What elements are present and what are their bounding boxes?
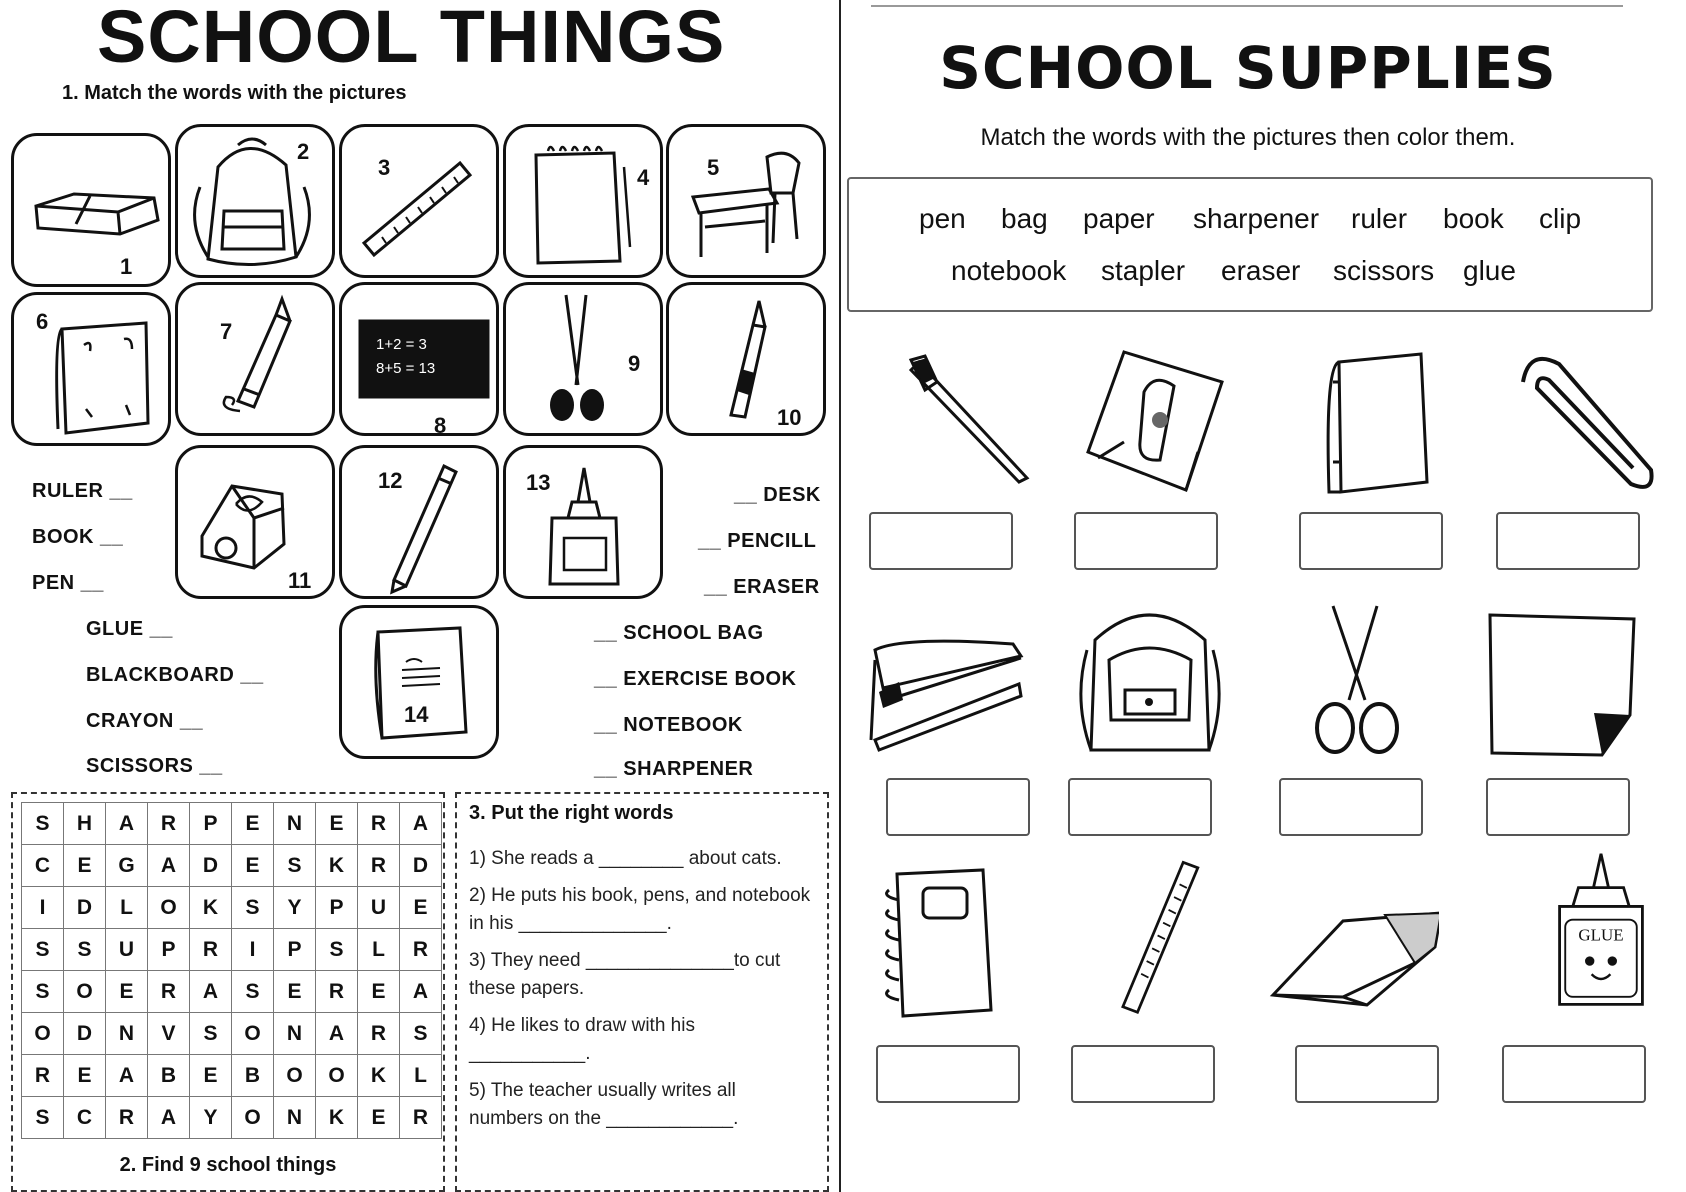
word-search-cell[interactable]: S (64, 929, 106, 971)
word-search-cell[interactable]: E (358, 971, 400, 1013)
word-search-cell[interactable]: E (190, 1055, 232, 1097)
card-number: 2 (297, 139, 310, 164)
instruction-match: 1. Match the words with the pictures (62, 82, 407, 104)
picture-card-13 (503, 445, 663, 599)
match-word-pen: PEN __ (32, 572, 104, 594)
word-search-cell[interactable]: K (316, 1097, 358, 1139)
word-search-cell[interactable]: E (232, 803, 274, 845)
word-search-cell[interactable]: Y (190, 1097, 232, 1139)
right-worksheet (843, 0, 1686, 1192)
card-number: 4 (637, 165, 650, 190)
word-search-row (22, 1013, 442, 1055)
answer-box-10[interactable] (1071, 1045, 1215, 1103)
word-search-cell[interactable]: E (274, 971, 316, 1013)
word-search-row (22, 887, 442, 929)
word-search-cell[interactable]: G (106, 845, 148, 887)
word-bank-item: scissors (1333, 255, 1435, 286)
word-search-cell[interactable]: S (22, 1097, 64, 1139)
word-search-cell[interactable]: R (358, 803, 400, 845)
card-number: 8 (434, 413, 447, 438)
word-search-cell[interactable]: O (316, 1055, 358, 1097)
word-search-cell[interactable]: V (148, 1013, 190, 1055)
fill-in-title: 3. Put the right words (469, 802, 674, 824)
word-search-cell[interactable]: P (148, 929, 190, 971)
glue-bottle-icon (1516, 850, 1686, 1010)
word-search-cell[interactable]: O (22, 1013, 64, 1055)
word-search-cell[interactable]: A (106, 1055, 148, 1097)
sticky-paper-icon (1484, 605, 1654, 765)
word-search-cell[interactable]: P (190, 803, 232, 845)
word-search-caption: 2. Find 9 school things (119, 1154, 337, 1176)
card-number: 3 (378, 155, 391, 180)
match-word-glue: GLUE __ (86, 618, 173, 640)
word-search-cell[interactable]: S (316, 929, 358, 971)
word-search-cell[interactable]: A (400, 803, 442, 845)
card-number: 9 (628, 351, 641, 376)
word-search-cell[interactable]: D (64, 887, 106, 929)
word-search-cell[interactable]: R (148, 971, 190, 1013)
answer-box-12[interactable] (1502, 1045, 1646, 1103)
card-number: 10 (777, 405, 802, 430)
match-word-blackboard: BLACKBOARD __ (86, 664, 264, 686)
picture-card-14 (339, 605, 499, 759)
word-search-cell[interactable]: C (64, 1097, 106, 1139)
word-search-row (22, 929, 442, 971)
word-search-cell[interactable]: E (400, 887, 442, 929)
ruler-icon (342, 127, 496, 275)
word-search-cell[interactable]: A (148, 845, 190, 887)
answer-box-9[interactable] (876, 1045, 1020, 1103)
word-search-cell[interactable]: H (64, 803, 106, 845)
word-search-cell[interactable]: S (22, 971, 64, 1013)
word-search-cell[interactable]: Y (274, 887, 316, 929)
sentence-5: 5) The teacher usually writes all numbers on the ____________. (469, 1080, 739, 1129)
left-worksheet (0, 0, 841, 1192)
answer-box-7[interactable] (1279, 778, 1423, 836)
word-search-cell[interactable]: O (274, 1055, 316, 1097)
word-search-cell[interactable]: I (232, 929, 274, 971)
backpack-icon (1065, 600, 1235, 760)
word-search-cell[interactable]: R (106, 1097, 148, 1139)
word-search-cell[interactable]: C (22, 845, 64, 887)
word-search-cell[interactable]: L (400, 1055, 442, 1097)
word-search-cell[interactable]: N (106, 1013, 148, 1055)
exercise-book-icon (342, 608, 496, 756)
word-search-cell[interactable]: E (64, 1055, 106, 1097)
word-bank-item: notebook (951, 255, 1067, 286)
word-bank-item: eraser (1221, 255, 1301, 286)
sentence-4: 4) He likes to draw with his ___________. (469, 1015, 695, 1064)
word-search-row (22, 1097, 442, 1139)
word-search-cell[interactable]: E (64, 845, 106, 887)
answer-box-4[interactable] (1496, 512, 1640, 570)
word-search-cell[interactable]: R (22, 1055, 64, 1097)
match-word-crayon: CRAYON __ (86, 710, 204, 732)
word-search-cell[interactable]: A (106, 803, 148, 845)
word-search-cell[interactable]: L (358, 929, 400, 971)
word-search-cell[interactable]: I (22, 887, 64, 929)
word-search-cell[interactable]: R (148, 803, 190, 845)
word-search-cell[interactable]: B (232, 1055, 274, 1097)
picture-card-5 (666, 124, 826, 278)
match-word-eraser: __ ERASER (704, 576, 820, 598)
word-search-row (22, 1055, 442, 1097)
picture-card-7 (175, 282, 335, 436)
match-word-ruler: RULER __ (32, 480, 133, 502)
picture-card-6 (11, 292, 171, 446)
word-search-cell[interactable]: R (400, 929, 442, 971)
word-search-cell[interactable]: S (232, 971, 274, 1013)
word-search-cell[interactable]: R (358, 845, 400, 887)
word-search-cell[interactable]: S (22, 803, 64, 845)
match-word-exercise-book: __ EXERCISE BOOK (594, 668, 797, 690)
picture-card-1 (11, 133, 171, 287)
blackboard-line-2: 8+5 = 13 (376, 360, 436, 377)
word-search-cell[interactable]: S (190, 1013, 232, 1055)
answer-box-11[interactable] (1295, 1045, 1439, 1103)
word-bank-item: pen (919, 203, 966, 234)
word-search-cell[interactable]: A (190, 971, 232, 1013)
card-number: 7 (220, 319, 233, 344)
word-bank-item: paper (1083, 203, 1155, 234)
match-word-book: BOOK __ (32, 526, 124, 548)
desk-icon (669, 127, 823, 275)
word-search-cell[interactable]: D (64, 1013, 106, 1055)
eraser-icon (14, 136, 168, 284)
fill-in-section (455, 792, 829, 1192)
word-search-cell[interactable]: O (64, 971, 106, 1013)
word-search-cell[interactable]: S (232, 887, 274, 929)
word-search-cell[interactable]: E (316, 803, 358, 845)
stapler-icon (863, 600, 1033, 760)
answer-box-6[interactable] (1068, 778, 1212, 836)
word-search-cell[interactable]: S (274, 845, 316, 887)
answer-box-3[interactable] (1299, 512, 1443, 570)
picture-card-12 (339, 445, 499, 599)
word-search-cell[interactable]: D (190, 845, 232, 887)
sentence-2: 2) He puts his book, pens, and notebook in his ______________. (469, 885, 811, 934)
word-bank-item: book (1443, 203, 1504, 234)
instruction-supplies: Match the words with the pictures then color them. (980, 124, 1516, 151)
word-search-cell[interactable]: R (316, 971, 358, 1013)
book-icon (1299, 342, 1469, 502)
word-search-cell[interactable]: L (106, 887, 148, 929)
match-word-scissors: SCISSORS __ (86, 755, 223, 777)
match-word-sharpener: __ SHARPENER (594, 758, 754, 780)
word-search-cell[interactable]: P (274, 929, 316, 971)
answer-box-2[interactable] (1074, 512, 1218, 570)
word-search-cell[interactable]: E (106, 971, 148, 1013)
word-search-cell[interactable]: N (274, 1097, 316, 1139)
picture-card-8 (339, 282, 499, 436)
word-search-row (22, 845, 442, 887)
notebook-icon (506, 127, 660, 275)
word-bank-item: stapler (1101, 255, 1186, 286)
word-search-cell[interactable]: U (358, 887, 400, 929)
word-search-cell[interactable]: A (400, 971, 442, 1013)
word-search-cell[interactable]: N (274, 803, 316, 845)
word-search-cell[interactable]: R (400, 1097, 442, 1139)
word-search-cell[interactable]: O (232, 1097, 274, 1139)
card-number: 1 (120, 254, 133, 279)
card-number: 5 (707, 155, 720, 180)
picture-card-9 (503, 282, 663, 436)
word-search-cell[interactable]: S (400, 1013, 442, 1055)
paper-clip-icon (1493, 342, 1663, 502)
word-search-section (11, 792, 445, 1192)
match-word-notebook: __ NOTEBOOK (594, 714, 743, 736)
blackboard-line-1: 1+2 = 3 (376, 336, 427, 353)
word-search-cell[interactable]: S (22, 929, 64, 971)
pen-icon (877, 342, 1047, 502)
word-search-cell[interactable]: A (316, 1013, 358, 1055)
page-title: SCHOOL THINGS (97, 0, 726, 78)
pencil-icon (342, 448, 496, 596)
page-title-supplies: SCHOOL SUPPLIES (939, 34, 1557, 102)
word-search-cell[interactable]: N (274, 1013, 316, 1055)
match-word-desk: __ DESK (734, 484, 821, 506)
word-search-cell[interactable]: D (400, 845, 442, 887)
word-search-cell[interactable]: R (190, 929, 232, 971)
card-number: 12 (378, 468, 403, 493)
picture-card-10 (666, 282, 826, 436)
eraser-icon (1269, 885, 1439, 1045)
word-search-cell[interactable]: K (358, 1055, 400, 1097)
word-search-cell[interactable]: E (358, 1097, 400, 1139)
word-bank-item: clip (1539, 203, 1582, 234)
word-search-cell[interactable]: E (232, 845, 274, 887)
word-bank-item: bag (1001, 203, 1048, 234)
answer-box-1[interactable] (869, 512, 1013, 570)
scissors-icon (1273, 600, 1443, 760)
glue-label: GLUE (1578, 925, 1624, 945)
sentence-1: 1) She reads a ________ about cats. (469, 848, 782, 869)
word-search-cell[interactable]: K (316, 845, 358, 887)
notebook-icon (873, 860, 1043, 1020)
picture-card-4 (503, 124, 663, 278)
sharpener-icon (1074, 342, 1244, 502)
word-search-cell[interactable]: B (148, 1055, 190, 1097)
card-number: 13 (526, 470, 551, 495)
answer-box-5[interactable] (886, 778, 1030, 836)
word-search-cell[interactable]: O (148, 887, 190, 929)
crayon-icon (178, 285, 332, 433)
picture-card-3 (339, 124, 499, 278)
word-search-row (22, 803, 442, 845)
picture-card-2 (175, 124, 335, 278)
answer-box-8[interactable] (1486, 778, 1630, 836)
word-search-cell[interactable]: K (190, 887, 232, 929)
sentence-3: 3) They need ______________to cut these papers. (469, 950, 781, 999)
card-number: 6 (36, 309, 49, 334)
match-word-school-bag: __ SCHOOL BAG (594, 622, 764, 644)
word-search-cell[interactable]: P (316, 887, 358, 929)
match-word-pencill: __ PENCILL (698, 530, 817, 552)
word-search-cell[interactable]: R (358, 1013, 400, 1055)
word-search-cell[interactable]: U (106, 929, 148, 971)
word-bank-item: ruler (1351, 203, 1408, 234)
blackboard-icon (342, 285, 496, 433)
picture-card-11 (175, 445, 335, 599)
word-bank-item: sharpener (1193, 203, 1320, 234)
word-search-grid (21, 802, 442, 1139)
ruler-icon (1079, 855, 1249, 1015)
word-bank-item: glue (1463, 255, 1516, 286)
word-search-cell[interactable]: O (232, 1013, 274, 1055)
word-search-cell[interactable]: A (148, 1097, 190, 1139)
top-divider (871, 5, 1623, 7)
word-search-row (22, 971, 442, 1013)
word-bank (847, 177, 1653, 312)
card-number: 11 (288, 568, 312, 593)
card-number: 14 (404, 702, 429, 727)
